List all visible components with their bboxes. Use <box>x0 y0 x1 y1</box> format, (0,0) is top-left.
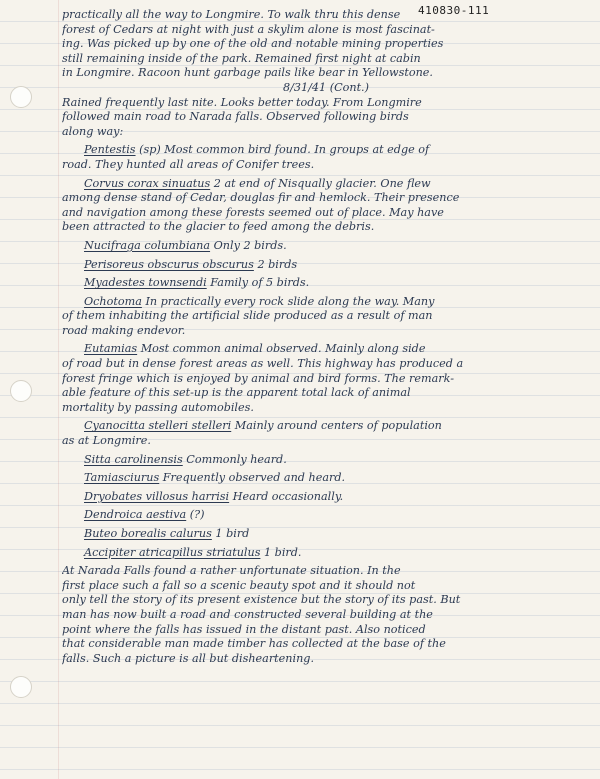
species-name: Pentestis <box>84 143 136 157</box>
observation-text: able feature of this set-up is the apparent total lack of animal <box>62 386 411 400</box>
species-name: Eutamias <box>84 342 138 356</box>
species-name: Perisoreus obscurus obscurus <box>84 257 254 271</box>
text-line: in Longmire. Racoon hunt garbage pails like bear in Yellowstone. <box>62 66 433 80</box>
punch-hole-middle <box>10 380 32 402</box>
species-entry <box>62 419 590 448</box>
species-observations <box>62 143 590 560</box>
observation-text: road. They hunted all areas of Conifer trees. <box>62 157 315 171</box>
species-entry <box>62 239 590 254</box>
text-line: falls. Such a picture is all but disheartening. <box>62 651 314 665</box>
species-name: Cyanocitta stelleri stelleri <box>84 419 232 433</box>
species-entry <box>62 276 590 291</box>
species-entry <box>62 258 590 273</box>
text-line: first place such a fall so a scenic beauty spot and it should not <box>62 578 416 592</box>
text-line <box>62 508 590 523</box>
text-line <box>62 490 590 505</box>
observation-text: 2 birds <box>257 257 298 271</box>
species-entry <box>62 546 590 561</box>
species-entry <box>62 143 590 172</box>
observation-text: road making endevor. <box>62 323 186 337</box>
observation-text: of them inhabiting the artificial slide produced as a result of man <box>62 309 433 323</box>
species-name: Dendroica aestiva <box>84 508 187 522</box>
text-line <box>62 143 590 158</box>
species-entry <box>62 295 590 339</box>
text-line: Rained frequently last nite. Looks better today. From Longmire <box>62 95 422 109</box>
punch-hole-bottom <box>10 676 32 698</box>
main-paragraph <box>62 96 590 140</box>
observation-text: and navigation among these forests seemed out of place. May have <box>62 205 444 219</box>
text-line: point where the falls has issued in the distant past. Also noticed <box>62 622 426 636</box>
text-line: practically all the way to Longmire. To walk thru this dense <box>62 8 401 21</box>
species-entry <box>62 177 590 235</box>
text-line: that considerable man made timber has collected at the base of the <box>62 637 446 651</box>
species-name: Ochotoma <box>84 294 142 308</box>
species-entry <box>62 471 590 486</box>
observation-text: 1 bird <box>215 527 250 540</box>
text-line: only tell the story of its present existence but the story of its past. But <box>62 593 461 607</box>
observation-text: been attracted to the glacier to feed among the debris. <box>62 220 375 234</box>
intro-paragraph <box>62 8 590 81</box>
text-line <box>62 295 590 310</box>
species-name: Corvus corax sinuatus <box>84 176 211 190</box>
observation-text: 1 bird. <box>264 545 302 559</box>
observation-text: as at Longmire. <box>62 434 151 448</box>
observation-text: Heard occasionally. <box>232 489 344 503</box>
observation-text: Only 2 birds. <box>213 238 287 252</box>
species-name: Accipiter atricapillus striatulus <box>84 545 261 559</box>
text-line <box>62 177 590 192</box>
closing-paragraph <box>62 564 590 666</box>
observation-text: Most common animal observed. Mainly along side <box>140 342 426 356</box>
text-line: At Narada Falls found a rather unfortunate situation. In the <box>62 564 401 578</box>
text-line: along way: <box>62 124 124 138</box>
species-entry <box>62 508 590 523</box>
species-note: (sp) <box>139 143 161 157</box>
observation-text: of road but in dense forest areas as well. This highway has produced a <box>62 357 464 371</box>
observation-text: forest fringe which is enjoyed by animal and bird forms. The remark- <box>62 371 454 385</box>
observation-text: Mainly around centers of population <box>234 419 442 433</box>
text-line <box>62 258 590 273</box>
species-entry <box>62 342 590 415</box>
species-name: Buteo borealis calurus <box>84 527 212 540</box>
text-line <box>62 239 590 254</box>
text-line: still remaining inside of the park. Remained first night at cabin <box>62 51 421 65</box>
text-line <box>62 276 590 291</box>
species-entry <box>62 453 590 468</box>
species-name: Sitta carolinensis <box>84 452 183 466</box>
text-line <box>62 471 590 486</box>
species-note: (?) <box>189 508 205 522</box>
text-line <box>62 419 590 434</box>
text-line <box>62 453 590 468</box>
text-line: followed main road to Narada falls. Observed following birds <box>62 110 409 124</box>
observation-text: mortality by passing automobiles. <box>62 400 254 414</box>
text-line <box>62 546 590 561</box>
handwritten-notes <box>62 8 590 666</box>
observation-text: Most common bird found. In groups at edge of <box>164 143 430 157</box>
observation-text: Family of 5 birds. <box>210 276 310 290</box>
margin-rule <box>58 0 59 779</box>
observation-text: 2 at end of Nisqually glacier. One flew <box>213 176 431 190</box>
species-name: Myadestes townsendi <box>84 276 207 290</box>
text-line <box>62 342 590 357</box>
punch-hole-top <box>10 86 32 108</box>
text-line <box>62 527 590 542</box>
entry-date: 8/31/41 (Cont.) <box>283 80 369 94</box>
observation-text: among dense stand of Cedar, douglas fir and hemlock. Their presence <box>62 191 460 205</box>
observation-text: Frequently observed and heard. <box>162 471 346 485</box>
observation-text: Commonly heard. <box>186 452 287 466</box>
text-line: forest of Cedars at night with just a skylim alone is most fascinat- <box>62 22 435 36</box>
text-line: man has now built a road and constructed several building at the <box>62 607 433 621</box>
text-line: ing. Was picked up by one of the old and notable mining properties <box>62 37 444 51</box>
species-name: Tamiasciurus <box>84 471 160 485</box>
species-name: Dryobates villosus harrisi <box>84 489 230 503</box>
observation-text: In practically every rock slide along the way. Many <box>145 294 435 308</box>
species-name: Nucifraga columbiana <box>84 238 211 252</box>
species-entry <box>62 490 590 505</box>
page-id-stamp: 410830-111 <box>418 4 490 17</box>
species-entry <box>62 527 590 542</box>
